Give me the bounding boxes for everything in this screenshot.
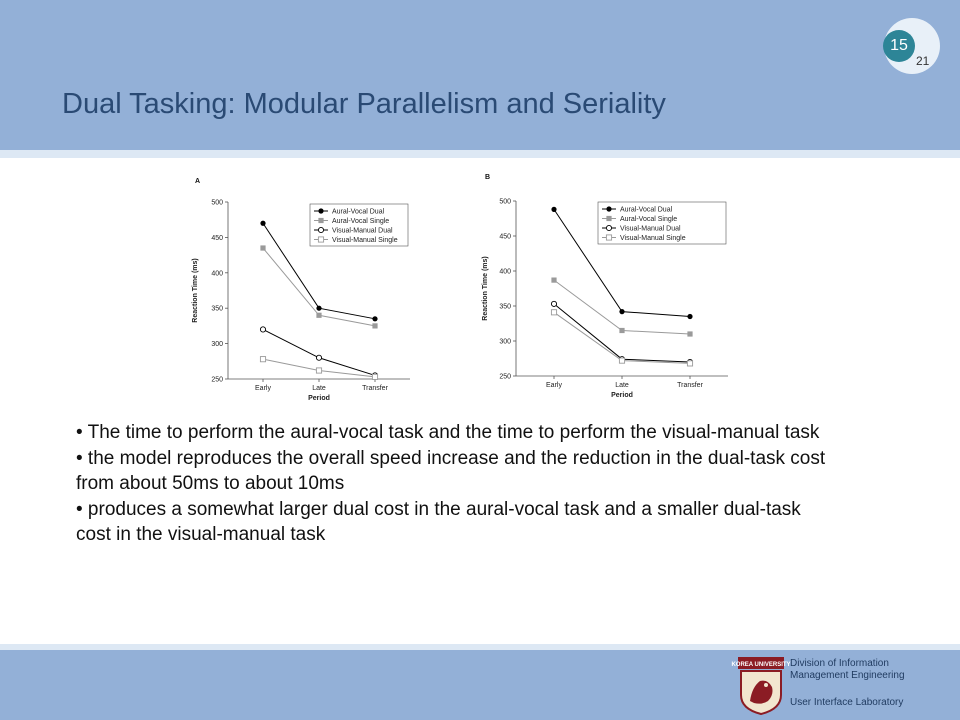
y-tick-label: 500 xyxy=(499,198,511,206)
legend-marker xyxy=(606,206,611,211)
data-point xyxy=(260,327,265,332)
logo-text: KOREA UNIVERSITY xyxy=(731,662,791,668)
data-point xyxy=(619,309,624,314)
y-tick-label: 300 xyxy=(211,341,223,349)
data-point xyxy=(619,328,624,333)
bullet-item: • produces a somewhat larger dual cost in the aural-vocal task and a smaller dual-task cost in the visual-manual task xyxy=(76,498,801,545)
panel-label: B xyxy=(485,174,491,181)
data-point xyxy=(372,374,377,379)
data-point xyxy=(260,357,265,362)
legend-label: Aural-Vocal Single xyxy=(332,218,390,225)
y-tick-label: 450 xyxy=(211,234,223,242)
y-tick-label: 450 xyxy=(499,233,511,241)
data-point xyxy=(372,316,377,321)
x-axis-title: Period xyxy=(611,392,633,399)
division-line-2: Management Engineering xyxy=(790,670,905,681)
data-point xyxy=(316,313,321,318)
data-point xyxy=(687,361,692,366)
y-tick-label: 350 xyxy=(499,303,511,311)
header-divider xyxy=(0,150,960,158)
x-axis-title: Period xyxy=(308,395,330,402)
legend-label: Aural-Vocal Dual xyxy=(620,206,673,214)
y-axis-title: Reaction Time (ms) xyxy=(482,256,489,321)
data-point xyxy=(316,368,321,373)
series-line xyxy=(554,280,690,334)
legend-label: Aural-Vocal Single xyxy=(620,216,678,223)
data-point xyxy=(316,306,321,311)
division-name xyxy=(790,658,905,682)
data-point xyxy=(260,221,265,226)
legend-marker xyxy=(318,237,323,242)
page-total: 21 xyxy=(916,54,930,68)
legend-marker xyxy=(318,218,323,223)
legend-marker xyxy=(606,216,611,221)
y-tick-label: 250 xyxy=(211,376,223,384)
legend-label: Visual-Manual Single xyxy=(620,235,686,242)
data-point xyxy=(316,355,321,360)
y-tick-label: 500 xyxy=(211,199,223,207)
chart-b xyxy=(478,165,744,415)
x-tick-label: Late xyxy=(312,385,326,392)
data-point xyxy=(551,301,556,306)
data-point xyxy=(687,314,692,319)
chart-a xyxy=(188,165,456,415)
y-tick-label: 400 xyxy=(499,268,511,276)
x-tick-label: Transfer xyxy=(677,382,703,389)
data-point xyxy=(551,278,556,283)
y-axis-title: Reaction Time (ms) xyxy=(192,258,199,323)
legend-label: Visual-Manual Dual xyxy=(332,227,393,235)
division-line-1: Division of Information xyxy=(790,658,889,669)
bullet-item: • the model reproduces the overall speed increase and the reduction in the dual-task cost from about 50ms to about 10ms xyxy=(76,447,826,494)
page-number-badge: 15 xyxy=(883,30,915,62)
data-point xyxy=(260,245,265,250)
bullet-list xyxy=(76,420,836,548)
legend-label: Visual-Manual Single xyxy=(332,237,398,244)
legend-label: Visual-Manual Dual xyxy=(620,225,681,233)
legend-marker xyxy=(606,225,611,230)
data-point xyxy=(551,310,556,315)
x-tick-label: Early xyxy=(255,385,271,392)
data-point xyxy=(687,331,692,336)
header-band xyxy=(0,0,960,150)
y-tick-label: 400 xyxy=(211,270,223,278)
legend-label: Aural-Vocal Dual xyxy=(332,208,385,216)
y-tick-label: 350 xyxy=(211,305,223,313)
x-tick-label: Early xyxy=(546,382,562,389)
slide-title: Dual Tasking: Modular Parallelism and Seriality xyxy=(62,88,666,120)
legend-marker xyxy=(318,227,323,232)
data-point xyxy=(551,207,556,212)
y-tick-label: 300 xyxy=(499,338,511,346)
university-logo xyxy=(731,657,791,715)
data-point xyxy=(619,358,624,363)
bullet-item: • The time to perform the aural-vocal task and the time to perform the visual-manual task xyxy=(76,422,820,443)
legend-marker xyxy=(318,208,323,213)
x-tick-label: Transfer xyxy=(362,385,388,392)
data-point xyxy=(372,323,377,328)
x-tick-label: Late xyxy=(615,382,629,389)
legend-marker xyxy=(606,235,611,240)
y-tick-label: 250 xyxy=(499,373,511,381)
lab-name: User Interface Laboratory xyxy=(790,697,904,708)
panel-label: A xyxy=(195,178,201,185)
